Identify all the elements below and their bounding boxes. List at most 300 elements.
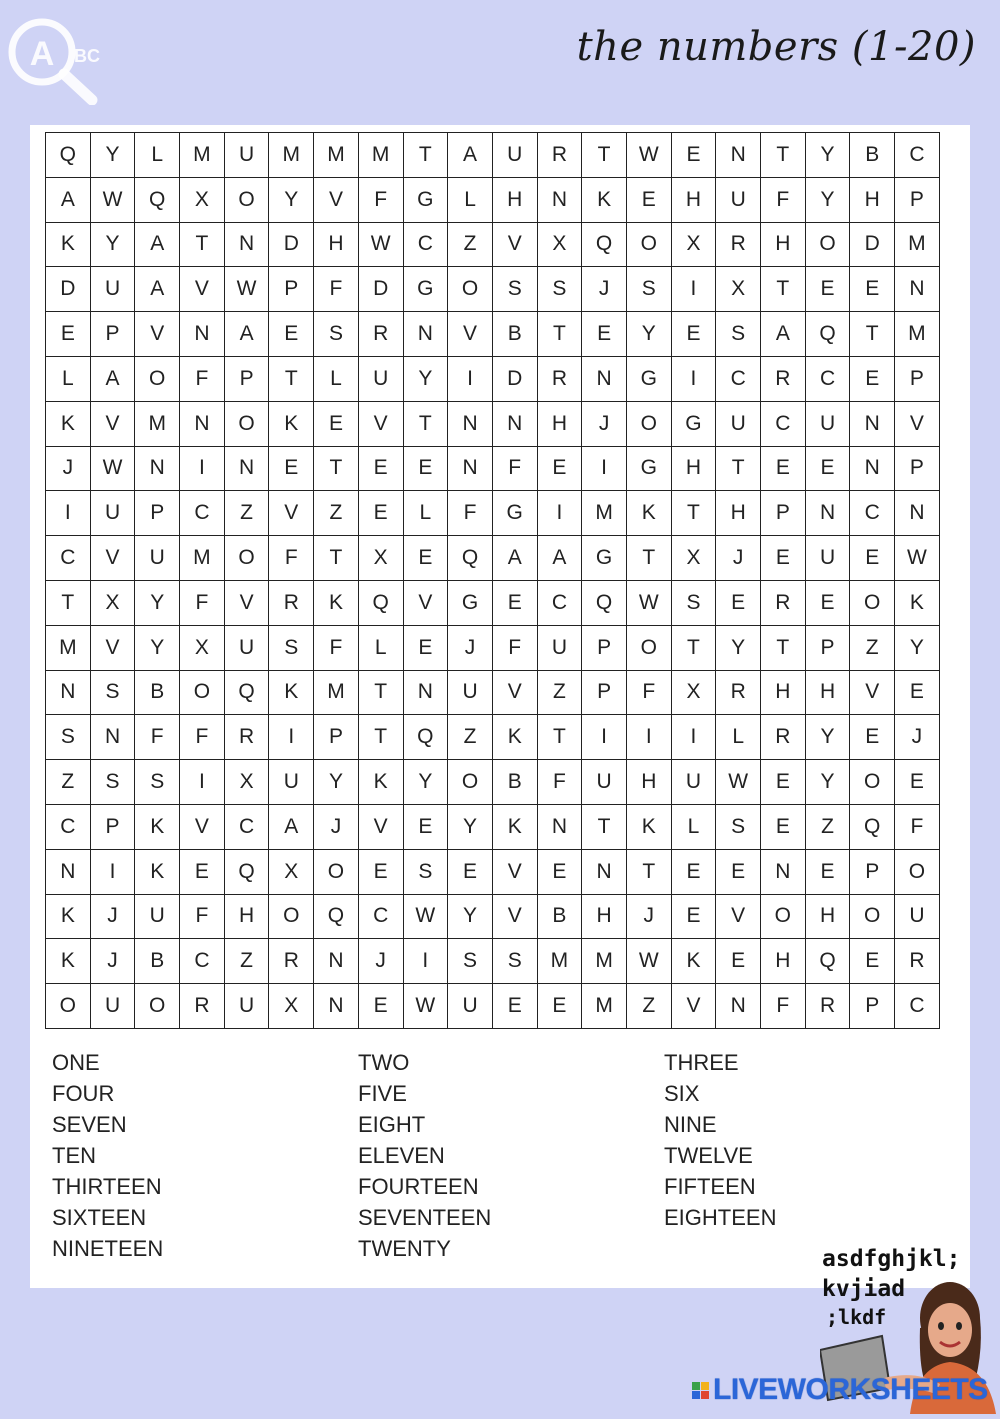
grid-cell[interactable]: Q — [224, 849, 269, 894]
grid-cell[interactable]: V — [403, 580, 448, 625]
grid-cell[interactable]: J — [582, 401, 627, 446]
word-search-grid[interactable] — [45, 132, 940, 1029]
grid-cell[interactable]: E — [358, 446, 403, 491]
grid-cell[interactable]: C — [537, 580, 582, 625]
grid-cell[interactable]: Y — [805, 177, 850, 222]
grid-cell[interactable]: V — [716, 894, 761, 939]
grid-cell[interactable]: J — [895, 715, 940, 760]
grid-cell[interactable]: F — [269, 536, 314, 581]
grid-cell[interactable]: O — [626, 625, 671, 670]
grid-cell[interactable]: Y — [805, 760, 850, 805]
grid-cell[interactable]: E — [850, 715, 895, 760]
grid-cell[interactable]: U — [671, 760, 716, 805]
grid-cell[interactable]: Y — [90, 133, 135, 178]
grid-cell[interactable]: K — [135, 849, 180, 894]
grid-cell[interactable]: A — [269, 804, 314, 849]
grid-cell[interactable]: I — [582, 446, 627, 491]
grid-cell[interactable]: N — [716, 133, 761, 178]
grid-cell[interactable]: R — [895, 939, 940, 984]
grid-cell[interactable]: E — [895, 670, 940, 715]
grid-cell[interactable]: T — [626, 849, 671, 894]
grid-cell[interactable]: O — [895, 849, 940, 894]
grid-cell[interactable]: R — [716, 222, 761, 267]
grid-cell[interactable]: D — [492, 356, 537, 401]
grid-cell[interactable]: L — [46, 356, 91, 401]
grid-cell[interactable]: E — [671, 894, 716, 939]
grid-cell[interactable]: N — [492, 401, 537, 446]
grid-cell[interactable]: K — [314, 580, 359, 625]
grid-cell[interactable]: E — [805, 267, 850, 312]
grid-cell[interactable]: R — [269, 580, 314, 625]
grid-cell[interactable]: O — [448, 267, 493, 312]
grid-cell[interactable]: Y — [805, 715, 850, 760]
grid-cell[interactable]: T — [314, 536, 359, 581]
grid-cell[interactable]: R — [805, 984, 850, 1029]
grid-cell[interactable]: S — [314, 312, 359, 357]
grid-cell[interactable]: N — [90, 715, 135, 760]
grid-cell[interactable]: F — [492, 625, 537, 670]
grid-cell[interactable]: T — [582, 133, 627, 178]
grid-cell[interactable]: C — [180, 491, 225, 536]
grid-cell[interactable]: I — [403, 939, 448, 984]
grid-cell[interactable]: O — [761, 894, 806, 939]
grid-cell[interactable]: W — [895, 536, 940, 581]
grid-cell[interactable]: P — [135, 491, 180, 536]
grid-cell[interactable]: Q — [135, 177, 180, 222]
grid-cell[interactable]: X — [671, 536, 716, 581]
grid-cell[interactable]: W — [716, 760, 761, 805]
grid-cell[interactable]: E — [895, 760, 940, 805]
grid-cell[interactable]: E — [850, 267, 895, 312]
grid-cell[interactable]: V — [492, 222, 537, 267]
grid-cell[interactable]: B — [492, 760, 537, 805]
liveworksheets-brand[interactable] — [692, 1370, 988, 1410]
grid-cell[interactable]: G — [403, 177, 448, 222]
grid-cell[interactable]: Z — [537, 670, 582, 715]
grid-cell[interactable]: Y — [805, 133, 850, 178]
grid-cell[interactable]: R — [358, 312, 403, 357]
grid-cell[interactable]: V — [448, 312, 493, 357]
grid-cell[interactable]: X — [180, 625, 225, 670]
grid-cell[interactable]: A — [537, 536, 582, 581]
grid-cell[interactable]: F — [448, 491, 493, 536]
grid-cell[interactable]: S — [269, 625, 314, 670]
grid-cell[interactable]: V — [850, 670, 895, 715]
grid-cell[interactable]: U — [224, 133, 269, 178]
grid-cell[interactable]: N — [582, 356, 627, 401]
grid-cell[interactable]: E — [492, 984, 537, 1029]
grid-cell[interactable]: H — [761, 670, 806, 715]
grid-cell[interactable]: X — [716, 267, 761, 312]
grid-cell[interactable]: X — [180, 177, 225, 222]
grid-cell[interactable]: T — [269, 356, 314, 401]
grid-cell[interactable]: T — [180, 222, 225, 267]
grid-cell[interactable]: L — [314, 356, 359, 401]
grid-cell[interactable]: H — [761, 939, 806, 984]
grid-cell[interactable]: G — [626, 356, 671, 401]
grid-cell[interactable]: T — [403, 133, 448, 178]
grid-cell[interactable]: R — [537, 356, 582, 401]
grid-cell[interactable]: V — [90, 536, 135, 581]
grid-cell[interactable]: O — [180, 670, 225, 715]
grid-cell[interactable]: X — [671, 670, 716, 715]
grid-cell[interactable]: M — [537, 939, 582, 984]
grid-cell[interactable]: E — [716, 849, 761, 894]
grid-cell[interactable]: S — [671, 580, 716, 625]
grid-cell[interactable]: Q — [46, 133, 91, 178]
grid-cell[interactable]: Q — [314, 894, 359, 939]
grid-cell[interactable]: E — [761, 536, 806, 581]
grid-cell[interactable]: U — [805, 401, 850, 446]
grid-cell[interactable]: C — [403, 222, 448, 267]
grid-cell[interactable]: E — [671, 133, 716, 178]
grid-cell[interactable]: K — [46, 939, 91, 984]
grid-cell[interactable]: J — [582, 267, 627, 312]
grid-cell[interactable]: T — [537, 312, 582, 357]
grid-cell[interactable]: N — [895, 491, 940, 536]
grid-cell[interactable]: E — [671, 312, 716, 357]
grid-cell[interactable]: S — [448, 939, 493, 984]
grid-cell[interactable]: T — [716, 446, 761, 491]
grid-cell[interactable]: X — [224, 760, 269, 805]
grid-cell[interactable]: U — [448, 984, 493, 1029]
grid-cell[interactable]: S — [403, 849, 448, 894]
grid-cell[interactable]: S — [492, 939, 537, 984]
grid-cell[interactable]: Q — [805, 312, 850, 357]
grid-cell[interactable]: I — [582, 715, 627, 760]
grid-cell[interactable]: S — [135, 760, 180, 805]
grid-cell[interactable]: T — [314, 446, 359, 491]
grid-cell[interactable]: M — [180, 133, 225, 178]
grid-cell[interactable]: U — [582, 760, 627, 805]
grid-cell[interactable]: E — [761, 446, 806, 491]
grid-cell[interactable]: C — [895, 984, 940, 1029]
grid-cell[interactable]: O — [224, 401, 269, 446]
grid-cell[interactable]: L — [403, 491, 448, 536]
grid-cell[interactable]: V — [671, 984, 716, 1029]
grid-cell[interactable]: A — [135, 222, 180, 267]
grid-cell[interactable]: H — [492, 177, 537, 222]
grid-cell[interactable]: E — [358, 984, 403, 1029]
grid-cell[interactable]: H — [805, 670, 850, 715]
grid-cell[interactable]: H — [537, 401, 582, 446]
grid-cell[interactable]: V — [358, 804, 403, 849]
grid-cell[interactable]: Q — [403, 715, 448, 760]
grid-cell[interactable]: F — [626, 670, 671, 715]
grid-cell[interactable]: N — [761, 849, 806, 894]
grid-cell[interactable]: C — [224, 804, 269, 849]
grid-cell[interactable]: H — [761, 222, 806, 267]
grid-cell[interactable]: M — [582, 939, 627, 984]
grid-cell[interactable]: U — [90, 491, 135, 536]
grid-cell[interactable]: S — [492, 267, 537, 312]
grid-cell[interactable]: F — [492, 446, 537, 491]
grid-cell[interactable]: V — [269, 491, 314, 536]
grid-cell[interactable]: N — [537, 177, 582, 222]
grid-cell[interactable]: I — [269, 715, 314, 760]
grid-cell[interactable]: K — [358, 760, 403, 805]
grid-cell[interactable]: D — [358, 267, 403, 312]
grid-cell[interactable]: D — [269, 222, 314, 267]
grid-cell[interactable]: N — [180, 401, 225, 446]
grid-cell[interactable]: E — [805, 849, 850, 894]
grid-cell[interactable]: W — [626, 580, 671, 625]
grid-cell[interactable]: K — [492, 715, 537, 760]
grid-cell[interactable]: H — [850, 177, 895, 222]
grid-cell[interactable]: S — [716, 312, 761, 357]
grid-cell[interactable]: Q — [850, 804, 895, 849]
grid-cell[interactable]: C — [46, 536, 91, 581]
grid-cell[interactable]: G — [403, 267, 448, 312]
grid-cell[interactable]: U — [448, 670, 493, 715]
grid-cell[interactable]: C — [180, 939, 225, 984]
grid-cell[interactable]: N — [448, 401, 493, 446]
grid-cell[interactable]: L — [448, 177, 493, 222]
grid-cell[interactable]: U — [90, 984, 135, 1029]
grid-cell[interactable]: Q — [224, 670, 269, 715]
grid-cell[interactable]: E — [180, 849, 225, 894]
grid-cell[interactable]: S — [90, 760, 135, 805]
grid-cell[interactable]: F — [135, 715, 180, 760]
grid-cell[interactable]: J — [358, 939, 403, 984]
grid-cell[interactable]: A — [90, 356, 135, 401]
grid-cell[interactable]: M — [582, 984, 627, 1029]
grid-cell[interactable]: N — [46, 670, 91, 715]
grid-cell[interactable]: P — [269, 267, 314, 312]
grid-cell[interactable]: E — [537, 849, 582, 894]
grid-cell[interactable]: J — [314, 804, 359, 849]
grid-cell[interactable]: H — [716, 491, 761, 536]
grid-cell[interactable]: S — [716, 804, 761, 849]
grid-cell[interactable]: U — [135, 894, 180, 939]
grid-cell[interactable]: F — [358, 177, 403, 222]
grid-cell[interactable]: N — [716, 984, 761, 1029]
grid-cell[interactable]: N — [224, 446, 269, 491]
grid-cell[interactable]: U — [90, 267, 135, 312]
grid-cell[interactable]: N — [180, 312, 225, 357]
grid-cell[interactable]: H — [314, 222, 359, 267]
grid-cell[interactable]: D — [46, 267, 91, 312]
grid-cell[interactable]: V — [314, 177, 359, 222]
grid-cell[interactable]: K — [46, 222, 91, 267]
grid-cell[interactable]: F — [180, 715, 225, 760]
grid-cell[interactable]: B — [850, 133, 895, 178]
grid-cell[interactable]: U — [805, 536, 850, 581]
grid-cell[interactable]: C — [46, 804, 91, 849]
grid-cell[interactable]: U — [895, 894, 940, 939]
grid-cell[interactable]: J — [626, 894, 671, 939]
grid-cell[interactable]: E — [850, 356, 895, 401]
grid-cell[interactable]: P — [895, 446, 940, 491]
grid-cell[interactable]: P — [805, 625, 850, 670]
grid-cell[interactable]: R — [761, 356, 806, 401]
grid-cell[interactable]: E — [358, 849, 403, 894]
grid-cell[interactable]: H — [224, 894, 269, 939]
grid-cell[interactable]: T — [761, 133, 806, 178]
grid-cell[interactable]: K — [582, 177, 627, 222]
grid-cell[interactable]: F — [895, 804, 940, 849]
grid-cell[interactable]: M — [358, 133, 403, 178]
grid-cell[interactable]: E — [537, 446, 582, 491]
grid-cell[interactable]: W — [224, 267, 269, 312]
grid-cell[interactable]: N — [448, 446, 493, 491]
grid-cell[interactable]: E — [492, 580, 537, 625]
grid-cell[interactable]: H — [671, 446, 716, 491]
grid-cell[interactable]: I — [626, 715, 671, 760]
grid-cell[interactable]: C — [761, 401, 806, 446]
grid-cell[interactable]: V — [135, 312, 180, 357]
grid-cell[interactable]: S — [90, 670, 135, 715]
grid-cell[interactable]: X — [537, 222, 582, 267]
grid-cell[interactable]: T — [358, 670, 403, 715]
grid-cell[interactable]: F — [180, 356, 225, 401]
grid-cell[interactable]: P — [582, 670, 627, 715]
grid-cell[interactable]: M — [582, 491, 627, 536]
grid-cell[interactable]: O — [626, 401, 671, 446]
grid-cell[interactable]: U — [537, 625, 582, 670]
grid-cell[interactable]: W — [626, 133, 671, 178]
grid-cell[interactable]: P — [224, 356, 269, 401]
grid-cell[interactable]: N — [537, 804, 582, 849]
grid-cell[interactable]: E — [761, 804, 806, 849]
grid-cell[interactable]: V — [895, 401, 940, 446]
grid-cell[interactable]: E — [805, 446, 850, 491]
grid-cell[interactable]: M — [180, 536, 225, 581]
grid-cell[interactable]: B — [135, 939, 180, 984]
grid-cell[interactable]: F — [761, 984, 806, 1029]
grid-cell[interactable]: Y — [135, 580, 180, 625]
grid-cell[interactable]: V — [492, 849, 537, 894]
grid-cell[interactable]: J — [46, 446, 91, 491]
grid-cell[interactable]: Z — [314, 491, 359, 536]
grid-cell[interactable]: V — [90, 625, 135, 670]
grid-cell[interactable]: X — [671, 222, 716, 267]
grid-cell[interactable]: X — [269, 984, 314, 1029]
grid-cell[interactable]: T — [46, 580, 91, 625]
grid-cell[interactable]: A — [46, 177, 91, 222]
grid-cell[interactable]: W — [358, 222, 403, 267]
grid-cell[interactable]: U — [358, 356, 403, 401]
grid-cell[interactable]: E — [314, 401, 359, 446]
grid-cell[interactable]: O — [626, 222, 671, 267]
grid-cell[interactable]: O — [46, 984, 91, 1029]
grid-cell[interactable]: G — [582, 536, 627, 581]
grid-cell[interactable]: P — [895, 177, 940, 222]
grid-cell[interactable]: R — [180, 984, 225, 1029]
grid-cell[interactable]: U — [716, 177, 761, 222]
grid-cell[interactable]: O — [135, 356, 180, 401]
grid-cell[interactable]: D — [850, 222, 895, 267]
grid-cell[interactable]: E — [850, 939, 895, 984]
grid-cell[interactable]: E — [269, 446, 314, 491]
grid-cell[interactable]: I — [180, 760, 225, 805]
grid-cell[interactable]: A — [761, 312, 806, 357]
grid-cell[interactable]: Q — [582, 222, 627, 267]
grid-cell[interactable]: Q — [582, 580, 627, 625]
grid-cell[interactable]: Y — [716, 625, 761, 670]
grid-cell[interactable]: O — [850, 894, 895, 939]
grid-cell[interactable]: V — [492, 894, 537, 939]
grid-cell[interactable]: I — [671, 715, 716, 760]
grid-cell[interactable]: X — [358, 536, 403, 581]
grid-cell[interactable]: K — [46, 401, 91, 446]
grid-cell[interactable]: V — [358, 401, 403, 446]
grid-cell[interactable]: K — [492, 804, 537, 849]
grid-cell[interactable]: N — [314, 984, 359, 1029]
grid-cell[interactable]: L — [135, 133, 180, 178]
grid-cell[interactable]: T — [671, 625, 716, 670]
grid-cell[interactable]: E — [716, 939, 761, 984]
grid-cell[interactable]: R — [269, 939, 314, 984]
grid-cell[interactable]: S — [46, 715, 91, 760]
grid-cell[interactable]: Y — [269, 177, 314, 222]
grid-cell[interactable]: H — [805, 894, 850, 939]
grid-cell[interactable]: Y — [90, 222, 135, 267]
grid-cell[interactable]: J — [90, 894, 135, 939]
grid-cell[interactable]: N — [805, 491, 850, 536]
grid-cell[interactable]: Z — [224, 939, 269, 984]
grid-cell[interactable]: W — [90, 446, 135, 491]
grid-cell[interactable]: T — [582, 804, 627, 849]
grid-cell[interactable]: P — [761, 491, 806, 536]
grid-cell[interactable]: N — [135, 446, 180, 491]
grid-cell[interactable]: K — [626, 491, 671, 536]
grid-cell[interactable]: U — [224, 984, 269, 1029]
grid-cell[interactable]: N — [403, 670, 448, 715]
grid-cell[interactable]: O — [224, 177, 269, 222]
grid-cell[interactable]: P — [850, 984, 895, 1029]
grid-cell[interactable]: Q — [358, 580, 403, 625]
grid-cell[interactable]: W — [403, 984, 448, 1029]
grid-cell[interactable]: B — [492, 312, 537, 357]
grid-cell[interactable]: I — [180, 446, 225, 491]
grid-cell[interactable]: T — [761, 625, 806, 670]
grid-cell[interactable]: N — [224, 222, 269, 267]
grid-cell[interactable]: M — [314, 670, 359, 715]
grid-cell[interactable]: E — [448, 849, 493, 894]
grid-cell[interactable]: O — [224, 536, 269, 581]
grid-cell[interactable]: J — [448, 625, 493, 670]
grid-cell[interactable]: V — [90, 401, 135, 446]
grid-cell[interactable]: O — [448, 760, 493, 805]
grid-cell[interactable]: N — [850, 446, 895, 491]
grid-cell[interactable]: P — [895, 356, 940, 401]
grid-cell[interactable]: V — [224, 580, 269, 625]
grid-cell[interactable]: L — [671, 804, 716, 849]
grid-cell[interactable]: P — [90, 312, 135, 357]
grid-cell[interactable]: I — [671, 267, 716, 312]
grid-cell[interactable]: G — [492, 491, 537, 536]
grid-cell[interactable]: F — [180, 894, 225, 939]
grid-cell[interactable]: P — [582, 625, 627, 670]
grid-cell[interactable]: N — [895, 267, 940, 312]
grid-cell[interactable]: A — [135, 267, 180, 312]
grid-cell[interactable]: Z — [224, 491, 269, 536]
grid-cell[interactable]: F — [314, 267, 359, 312]
grid-cell[interactable]: W — [403, 894, 448, 939]
grid-cell[interactable]: E — [671, 849, 716, 894]
grid-cell[interactable]: K — [269, 401, 314, 446]
grid-cell[interactable]: F — [180, 580, 225, 625]
grid-cell[interactable]: C — [895, 133, 940, 178]
grid-cell[interactable]: N — [403, 312, 448, 357]
grid-cell[interactable]: V — [180, 804, 225, 849]
grid-cell[interactable]: Y — [448, 804, 493, 849]
grid-cell[interactable]: T — [537, 715, 582, 760]
grid-cell[interactable]: R — [224, 715, 269, 760]
grid-cell[interactable]: Y — [895, 625, 940, 670]
grid-cell[interactable]: C — [716, 356, 761, 401]
